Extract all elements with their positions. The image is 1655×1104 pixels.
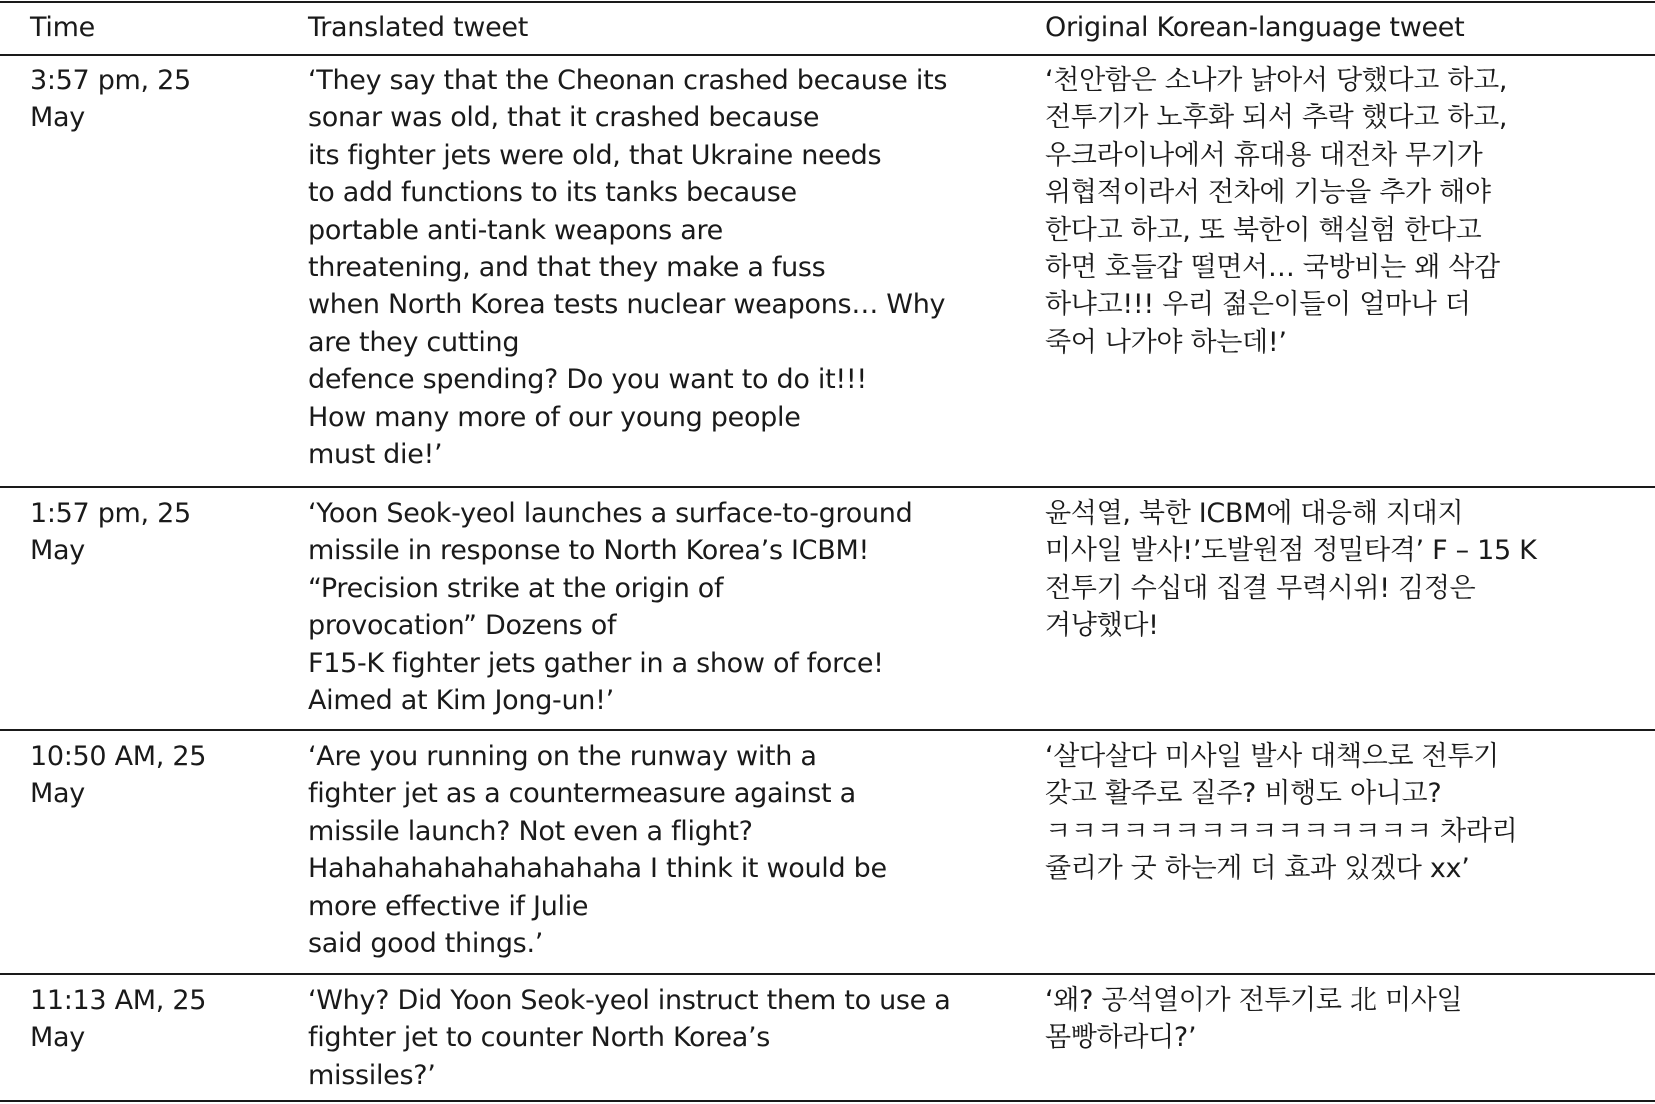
time-cell bbox=[30, 738, 206, 813]
text-line: ‘살다살다 미사일 발사 대책으로 전투기 bbox=[1045, 741, 1499, 772]
text-line: 하면 호들갑 떨면서… 국방비는 왜 삭감 bbox=[1045, 252, 1500, 284]
text-line: Aimed at Kim Jong-un!’ bbox=[308, 685, 614, 717]
text-line: 윤석열, 북한 ICBM에 대응해 지대지 bbox=[1045, 498, 1464, 529]
text-line: 1:57 pm, 25 bbox=[30, 498, 191, 529]
text-line: 겨냥했다! bbox=[1045, 610, 1159, 642]
text-line: threatening, and that they make a fuss bbox=[308, 252, 826, 284]
row-divider bbox=[0, 973, 1655, 975]
text-line: How many more of our young people bbox=[308, 401, 801, 433]
text-line: 3:57 pm, 25 bbox=[30, 65, 191, 96]
text-line: 11:13 AM, 25 bbox=[30, 985, 207, 1016]
table-top-rule bbox=[0, 1, 1655, 3]
text-line: “Precision strike at the origin of bbox=[308, 572, 724, 604]
text-line: fighter jet as a countermeasure against a bbox=[308, 778, 856, 810]
text-line: ‘Why? Did Yoon Seok-yeol instruct them to use a bbox=[308, 985, 951, 1016]
text-line: ㅋㅋㅋㅋㅋㅋㅋㅋㅋㅋㅋㅋㅋㅋㅋ 차라리 bbox=[1045, 815, 1518, 847]
text-line: provocation” Dozens of bbox=[308, 610, 617, 642]
translated-tweet-cell bbox=[308, 982, 951, 1094]
text-line: are they cutting bbox=[308, 326, 520, 358]
translated-tweet-cell bbox=[308, 62, 947, 473]
text-line: fighter jet to counter North Korea’s bbox=[308, 1022, 771, 1054]
text-line: 몸빵하라디?’ bbox=[1045, 1022, 1197, 1054]
text-line: 위협적이라서 전차에 기능을 추가 해야 bbox=[1045, 177, 1491, 209]
text-line: defence spending? Do you want to do it!!! bbox=[308, 364, 867, 396]
header-rule bbox=[0, 54, 1655, 56]
text-line: ‘They say that the Cheonan crashed because its bbox=[308, 65, 948, 96]
text-line: 갖고 활주로 질주? 비행도 아니고? bbox=[1045, 778, 1442, 810]
text-line: May bbox=[30, 535, 85, 567]
table-bottom-rule bbox=[0, 1100, 1655, 1102]
text-line: 10:50 AM, 25 bbox=[30, 741, 207, 772]
original-tweet-cell bbox=[1045, 62, 1507, 361]
text-line: 미사일 발사!’도발원점 정밀타격’ F – 15 K bbox=[1045, 535, 1537, 567]
row-divider bbox=[0, 729, 1655, 731]
text-line: ‘천안함은 소나가 낡아서 당했다고 하고, bbox=[1045, 65, 1508, 96]
text-line: May bbox=[30, 1022, 85, 1054]
text-line: F15-K fighter jets gather in a show of force! bbox=[308, 647, 884, 679]
text-line: ‘왜? 공석열이가 전투기로 北 미사일 bbox=[1045, 985, 1463, 1016]
text-line: 죽어 나가야 하는데!’ bbox=[1045, 326, 1287, 358]
text-line: 한다고 하고, 또 북한이 핵실험 한다고 bbox=[1045, 214, 1482, 246]
text-line: 하냐고!!! 우리 젊은이들이 얼마나 더 bbox=[1045, 289, 1471, 321]
text-line: portable anti-tank weapons are bbox=[308, 214, 723, 246]
text-line: 전투기 수십대 집결 무력시위! 김정은 bbox=[1045, 572, 1476, 604]
text-line: 우크라이나에서 휴대용 대전차 무기가 bbox=[1045, 139, 1483, 171]
text-line: ‘Yoon Seok-yeol launches a surface-to-ground bbox=[308, 498, 913, 529]
text-line: missiles?’ bbox=[308, 1059, 436, 1091]
text-line: more effective if Julie bbox=[308, 890, 589, 922]
original-tweet-cell bbox=[1045, 982, 1462, 1057]
text-line: May bbox=[30, 778, 85, 810]
translated-tweet-cell bbox=[308, 738, 887, 962]
column-header-original: Original Korean-language tweet bbox=[1045, 12, 1465, 43]
original-tweet-cell bbox=[1045, 738, 1517, 888]
time-cell bbox=[30, 62, 191, 137]
text-line: missile launch? Not even a flight? bbox=[308, 815, 753, 847]
translated-tweet-cell bbox=[308, 495, 912, 719]
text-line: must die!’ bbox=[308, 439, 443, 471]
text-line: sonar was old, that it crashed because bbox=[308, 102, 820, 134]
column-header-time: Time bbox=[30, 12, 95, 43]
text-line: to add functions to its tanks because bbox=[308, 177, 797, 209]
text-line: missile in response to North Korea’s ICBM! bbox=[308, 535, 869, 567]
text-line: when North Korea tests nuclear weapons… Why bbox=[308, 289, 946, 321]
text-line: Hahahahahahahahahaha I think it would be bbox=[308, 853, 887, 885]
time-cell bbox=[30, 982, 206, 1057]
text-line: 전투기가 노후화 되서 추락 했다고 하고, bbox=[1045, 102, 1508, 134]
text-line: its fighter jets were old, that Ukraine needs bbox=[308, 139, 882, 171]
time-cell bbox=[30, 495, 191, 570]
row-divider bbox=[0, 486, 1655, 488]
text-line: May bbox=[30, 102, 85, 134]
text-line: 쥴리가 굿 하는게 더 효과 있겠다 xx’ bbox=[1045, 853, 1470, 885]
original-tweet-cell bbox=[1045, 495, 1537, 645]
column-header-translated: Translated tweet bbox=[308, 12, 528, 43]
text-line: said good things.’ bbox=[308, 928, 544, 960]
text-line: ‘Are you running on the runway with a bbox=[308, 741, 817, 772]
